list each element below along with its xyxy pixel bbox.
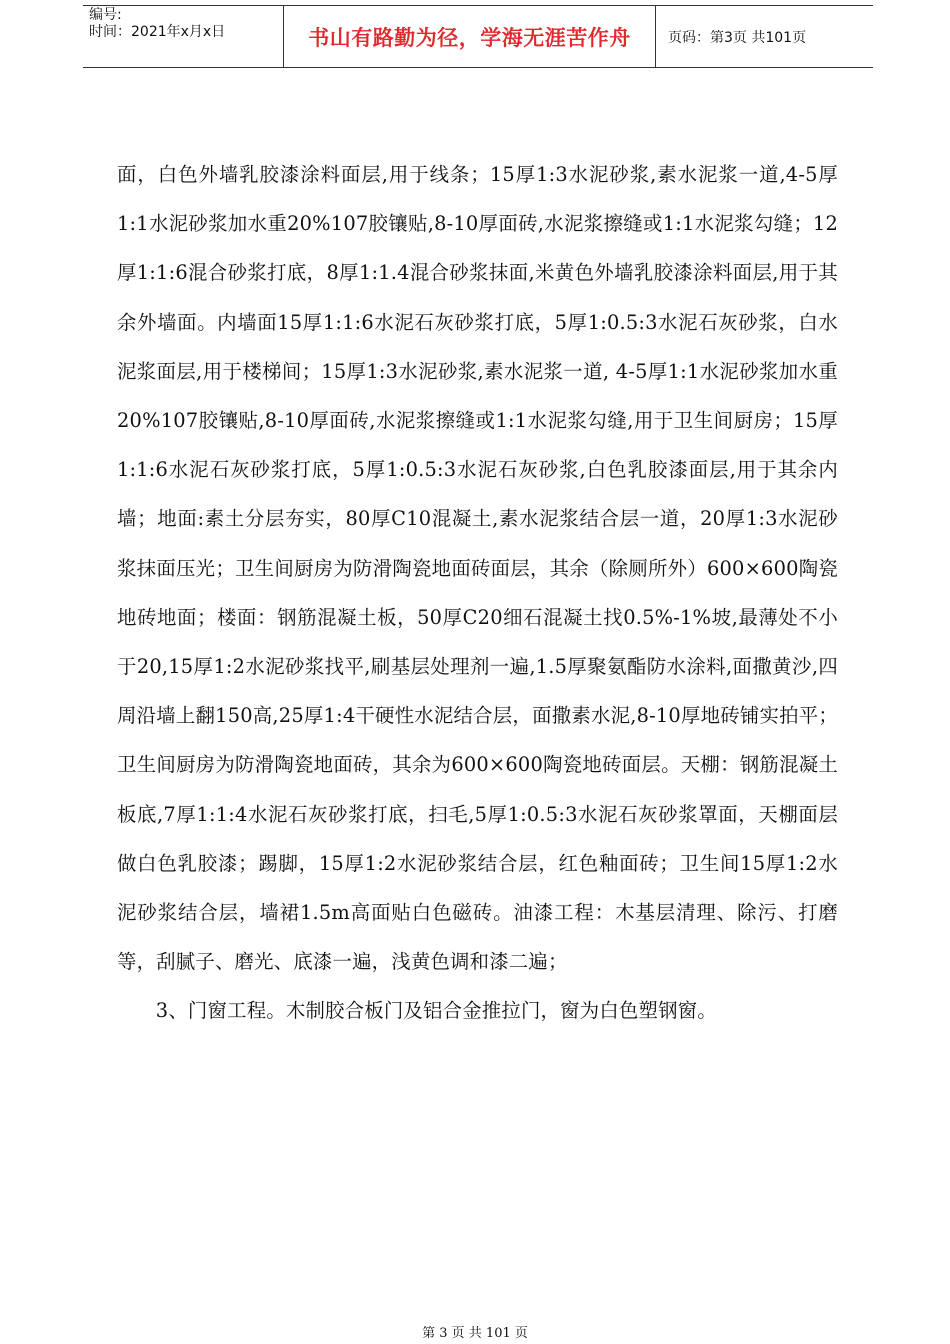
header-page-number: 页码：第3页 共101页 — [668, 29, 807, 46]
page-header — [83, 5, 873, 68]
document-time-label: 时间：2021年x月x日 — [89, 24, 226, 40]
header-meta — [83, 6, 284, 67]
page-footer: 第 3 页 共 101 页 — [422, 1326, 528, 1341]
header-motto-cell — [284, 6, 656, 67]
document-number-label: 编号: — [89, 7, 122, 23]
header-motto: 书山有路勤为径，学海无涯苦作舟 — [308, 25, 631, 50]
body-paragraph: 面，白色外墙乳胶漆涂料面层,用于线条；15厚1:3水泥砂浆,素水泥浆一道,4-5厚1:1水泥砂浆加水重20%107胶镶贴,8-10厚面砖,水泥浆擦缝或1:1水泥浆勾缝；12厚1:1:6混合砂浆打底，8厚1:1.4混合砂浆抹面,米黄色外墙乳胶漆涂料面层,用于其余外墙面。内墙面15厚1:1:6水泥石灰砂浆打底，5厚1:0.5:3水泥石灰砂浆，白水泥浆面层,用于楼梯间；15厚1:3水泥砂浆,素水泥浆一道, 4-5厚1:1水泥砂浆加水重20%107胶镶贴,8-10厚面砖,水泥浆擦缝或1:1水泥浆勾缝,用于卫生间厨房；15厚1:1:6水泥石灰砂浆打底，5厚1:0.5:3水泥石灰砂浆,白色乳胶漆面层,用于其余内墙；地面:素土分层夯实，80厚C10混凝土,素水泥浆结合层一道，20厚1:3水泥砂浆抹面压光；卫生间厨房为防滑陶瓷地面砖面层，其余（除厕所外）600×600陶瓷地砖地面；楼面：钢筋混凝土板，50厚C20细石混凝土找0.5%-1%坡,最薄处不小于20,15厚1:2水泥砂浆找平,刷基层处理剂一遍,1.5厚聚氨酯防水涂料,面撒黄沙,四周沿墙上翻150高,25厚1:4干硬性水泥结合层，面撒素水泥,8-10厚地砖铺实拍平；卫生间厨房为防滑陶瓷地面砖，其余为600×600陶瓷地砖面层。天棚：钢筋混凝土板底,7厚1:1:4水泥石灰砂浆打底，扫毛,5厚1:0.5:3水泥石灰砂浆罩面，天棚面层做白色乳胶漆；踢脚，15厚1:2水泥砂浆结合层，红色釉面砖；卫生间15厚1:2水泥砂浆结合层，墙裙1.5m高面贴白色磁砖。油漆工程：木基层清理、除污、打磨等，刮腻子、磨光、底漆一遍，浅黄色调和漆二遍； — [117, 163, 838, 974]
body-paragraph-doors-windows: 3、门窗工程。木制胶合板门及铝合金推拉门，窗为白色塑钢窗。 — [155, 999, 717, 1023]
header-page-cell — [656, 6, 873, 67]
document-body — [117, 150, 838, 1036]
